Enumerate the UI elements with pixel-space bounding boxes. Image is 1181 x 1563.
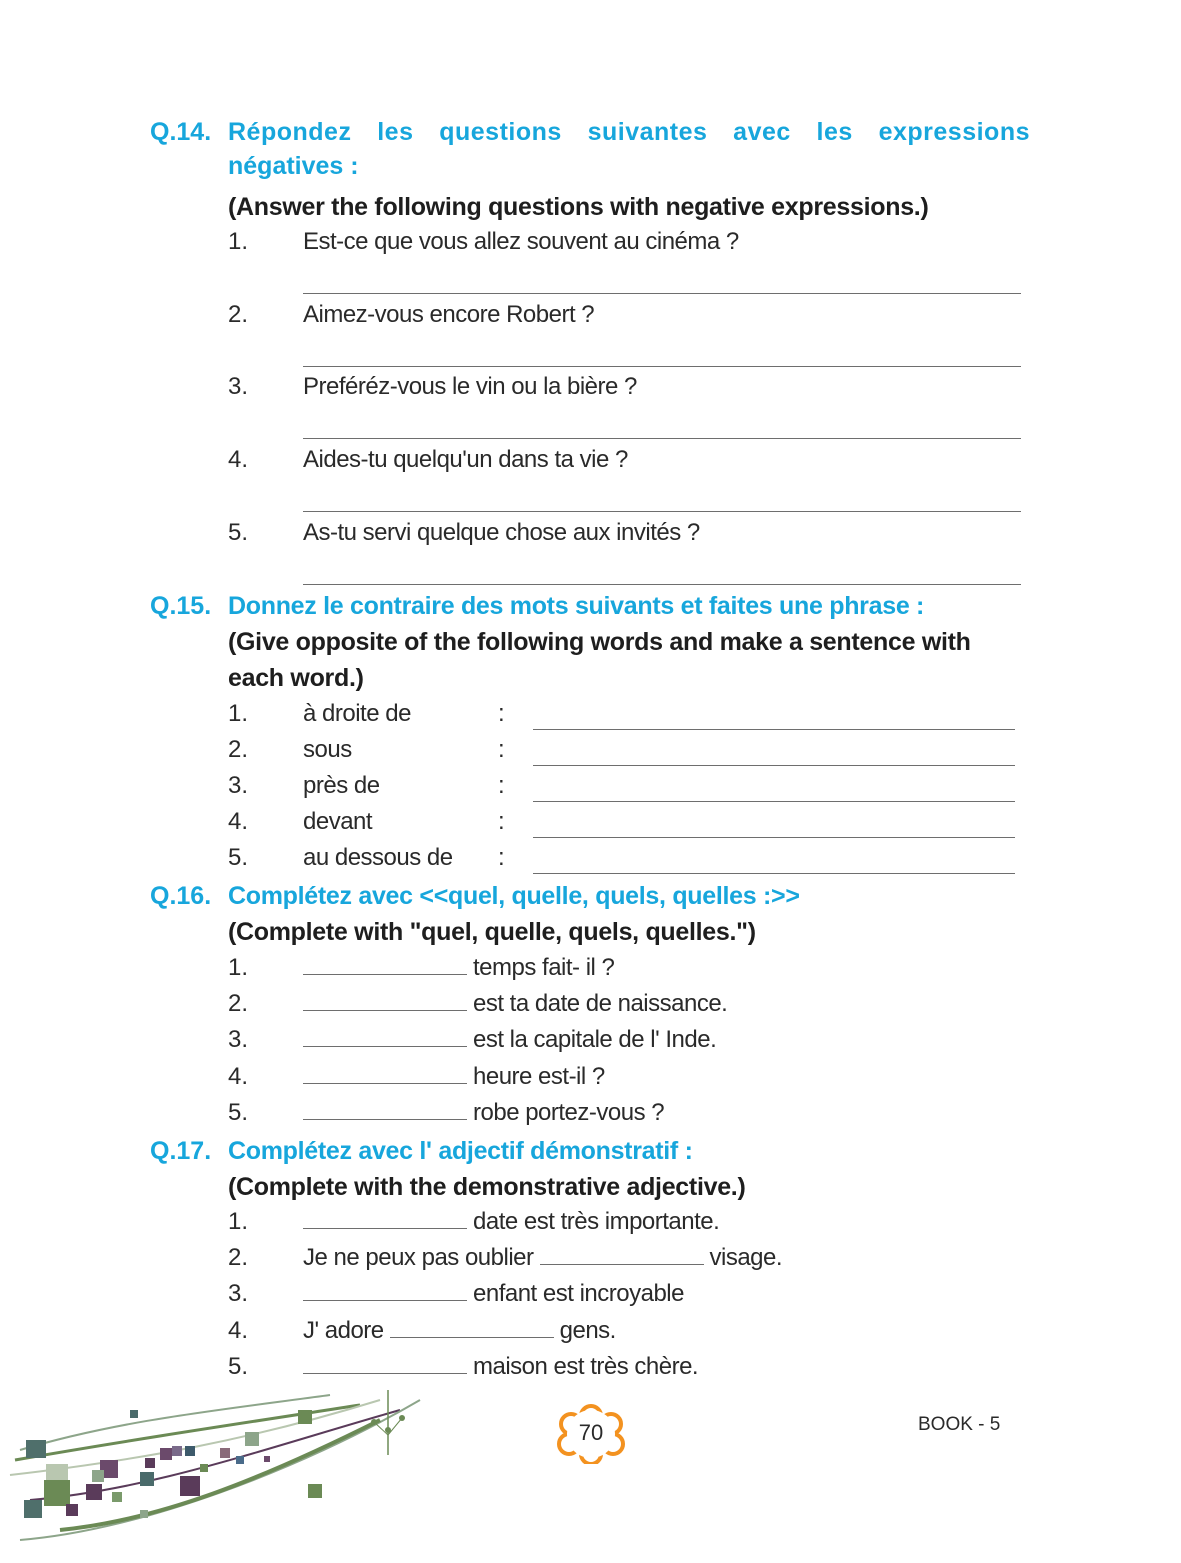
q16-item [303, 990, 727, 1018]
blank-field[interactable] [303, 1046, 467, 1047]
q14-item-num: 2. [228, 301, 249, 328]
q17-item-num: 1. [228, 1208, 249, 1235]
answer-line[interactable] [303, 293, 1021, 294]
q15-item-word: près de [303, 772, 380, 799]
decorative-swirl-graphic [0, 1380, 440, 1550]
q16-item-text: heure est-il ? [473, 1063, 605, 1090]
q14-item-num: 5. [228, 519, 249, 546]
q15-item-num: 4. [228, 808, 249, 835]
q17-item-num: 5. [228, 1353, 249, 1380]
q17-item [303, 1280, 684, 1308]
q15-item-word: devant [303, 808, 373, 835]
q14-item-text: Aimez-vous encore Robert ? [303, 301, 595, 328]
q14-title-fr-cont: négatives : [228, 152, 359, 180]
q17-item-text: date est très importante. [473, 1208, 720, 1235]
q17-title-en: (Complete with the demonstrative adjective.) [228, 1173, 746, 1201]
q15-item-word: sous [303, 736, 352, 763]
q17-item-text: visage. [709, 1244, 783, 1271]
q17-item-num: 2. [228, 1244, 249, 1271]
q17-item-text: maison est très chère. [473, 1353, 699, 1380]
q16-title-en: (Complete with "quel, quelle, quels, quelles.") [228, 918, 756, 946]
answer-line[interactable] [533, 801, 1015, 802]
q17-item-num: 4. [228, 1317, 249, 1344]
q14-title-fr: Répondez les questions suivantes avec les expressions [228, 118, 1030, 146]
blank-field[interactable] [303, 1010, 467, 1011]
q16-title-fr: Complétez avec <<quel, quelle, quels, quelles :>> [228, 882, 800, 910]
page-number: 70 [578, 1420, 604, 1445]
answer-line[interactable] [533, 837, 1015, 838]
blank-field[interactable] [303, 1228, 467, 1229]
blank-field[interactable] [540, 1264, 704, 1265]
q14-item-text: As-tu servi quelque chose aux invités ? [303, 519, 700, 546]
answer-line[interactable] [303, 511, 1021, 512]
blank-field[interactable] [303, 1119, 467, 1120]
q14-item-num: 3. [228, 373, 249, 400]
q14-item-text: Est-ce que vous allez souvent au cinéma ? [303, 228, 739, 255]
q15-item-num: 1. [228, 700, 249, 727]
blank-field[interactable] [303, 1373, 467, 1374]
q15-title-en-cont: each word.) [228, 664, 364, 692]
q14-item-num: 4. [228, 446, 249, 473]
q16-item-num: 3. [228, 1026, 249, 1053]
answer-line[interactable] [303, 366, 1021, 367]
q15-item-word: au dessous de [303, 844, 453, 871]
q16-item-text: est ta date de naissance. [473, 990, 728, 1017]
blank-field[interactable] [303, 1083, 467, 1084]
q15-item-num: 5. [228, 844, 249, 871]
answer-line[interactable] [533, 729, 1015, 730]
q15-item-word: à droite de [303, 700, 411, 727]
q17-item-before: J' adore [303, 1317, 384, 1344]
q17-item [303, 1353, 698, 1381]
q17-item [303, 1208, 719, 1236]
q16-item-text: robe portez-vous ? [473, 1099, 665, 1126]
answer-line[interactable] [303, 438, 1021, 439]
colon: : [498, 844, 505, 871]
colon: : [498, 772, 505, 799]
answer-line[interactable] [533, 873, 1015, 874]
q16-item [303, 954, 614, 982]
colon: : [498, 700, 505, 727]
q16-item-text: est la capitale de l' Inde. [473, 1026, 717, 1053]
answer-line[interactable] [533, 765, 1015, 766]
q16-number: Q.16. [150, 882, 212, 910]
answer-line[interactable] [303, 584, 1021, 585]
q15-number: Q.15. [150, 592, 212, 620]
page-number-badge [555, 1404, 627, 1464]
blank-field[interactable] [390, 1337, 554, 1338]
q14-item-num: 1. [228, 228, 249, 255]
colon: : [498, 736, 505, 763]
q17-item-num: 3. [228, 1280, 249, 1307]
q14-number: Q.14. [150, 118, 212, 146]
q17-item-text: gens. [559, 1317, 616, 1344]
q16-item-num: 1. [228, 954, 249, 981]
q17-item-text: enfant est incroyable [473, 1280, 684, 1307]
q16-item [303, 1063, 605, 1091]
q17-number: Q.17. [150, 1137, 212, 1165]
book-label: BOOK - 5 [918, 1414, 1001, 1435]
q17-title-fr: Complétez avec l' adjectif démonstratif : [228, 1137, 693, 1165]
blank-field[interactable] [303, 974, 467, 975]
q15-title-fr: Donnez le contraire des mots suivants et faites une phrase : [228, 592, 925, 620]
q16-item-text: temps fait- il ? [473, 954, 615, 981]
q17-item [303, 1317, 616, 1345]
q17-item-before: Je ne peux pas oublier [303, 1244, 534, 1271]
q14-item-text: Aides-tu quelqu'un dans ta vie ? [303, 446, 628, 473]
q16-item [303, 1026, 716, 1054]
q16-item-num: 4. [228, 1063, 249, 1090]
colon: : [498, 808, 505, 835]
q16-item [303, 1099, 664, 1127]
blank-field[interactable] [303, 1300, 467, 1301]
q16-item-num: 5. [228, 1099, 249, 1126]
q15-item-num: 2. [228, 736, 249, 763]
q15-title-en: (Give opposite of the following words and make a sentence with [228, 628, 971, 656]
q15-item-num: 3. [228, 772, 249, 799]
q14-item-text: Preféréz-vous le vin ou la bière ? [303, 373, 637, 400]
q17-item [303, 1244, 782, 1272]
q14-title-en: (Answer the following questions with negative expressions.) [228, 193, 929, 221]
q16-item-num: 2. [228, 990, 249, 1017]
